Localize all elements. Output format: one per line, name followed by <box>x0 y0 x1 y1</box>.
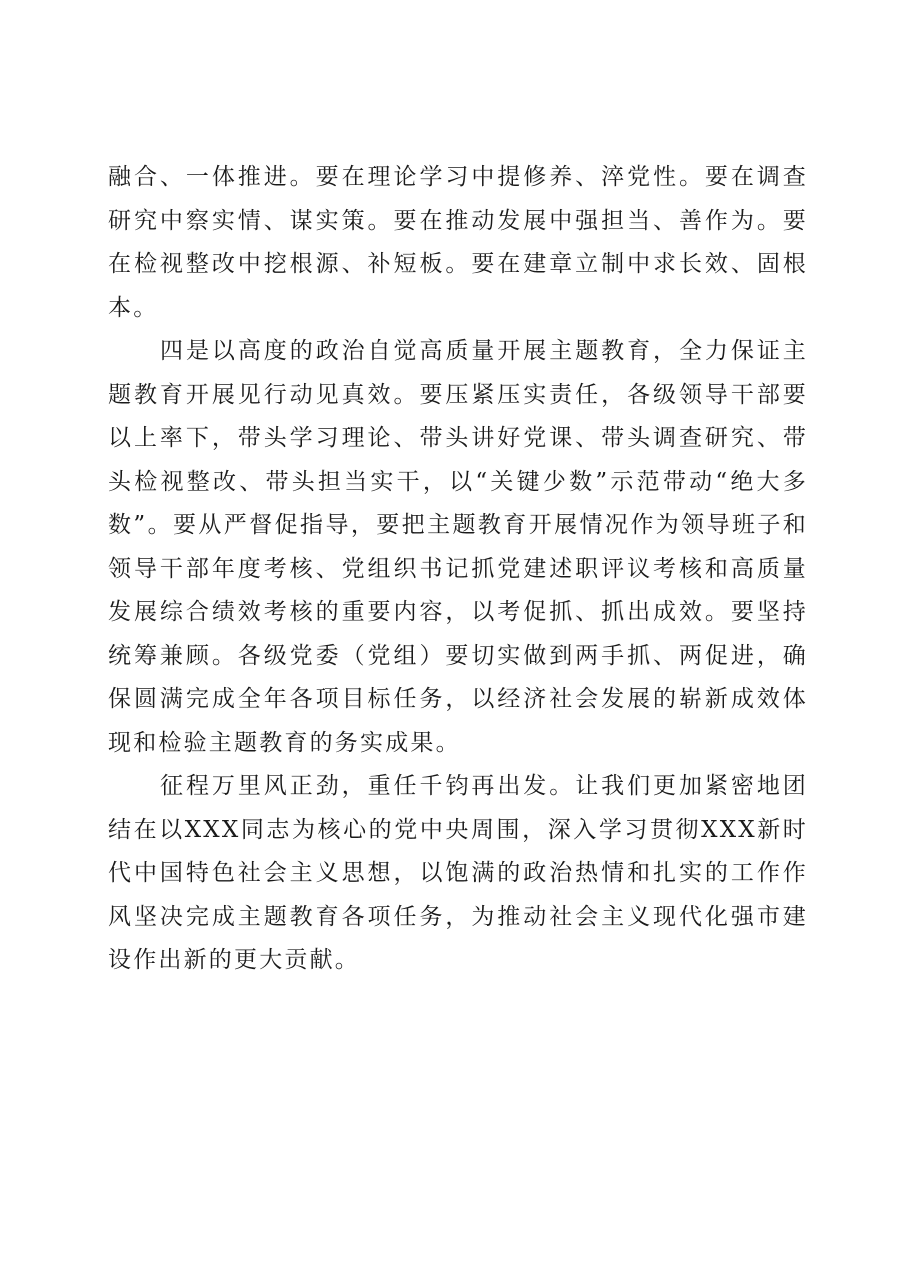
paragraph-conclusion: 征程万里风正劲，重任千钧再出发。让我们更加紧密地团结在以XXX同志为核心的党中央周围，深入学习贯彻XXX新时代中国特色社会主义思想，以饱满的政治热情和扎实的工作作风坚决完成主题教育各项任务，为推动社会主义现代化强市建设作出新的更大贡献。 <box>108 773 808 973</box>
paragraph-continuation: 融合、一体推进。要在理论学习中提修养、淬党性。要在调查研究中察实情、谋实策。要在推动发展中强担当、善作为。要在检视整改中挖根源、补短板。要在建章立制中求长效、固根本。 <box>108 164 808 321</box>
paragraph-point-four: 四是以高度的政治自觉高质量开展主题教育，全力保证主题教育开展见行动见真效。要压紧压实责任，各级领导干部要以上率下，带头学习理论、带头讲好党课、带头调查研究、带头检视整改、带头担当实干，以“关键少数”示范带动“绝大多数”。要从严督促指导，要把主题教育开展情况作为领导班子和领导干部年度考核、党组织书记抓党建述职评议考核和高质量发展综合绩效考核的重要内容，以考促抓、抓出成效。要坚持统筹兼顾。各级党委（党组）要切实做到两手抓、两促进，确保圆满完成全年各项目标任务，以经济社会发展的崭新成效体现和检验主题教育的务实成果。 <box>108 338 808 756</box>
document-body <box>108 156 808 983</box>
